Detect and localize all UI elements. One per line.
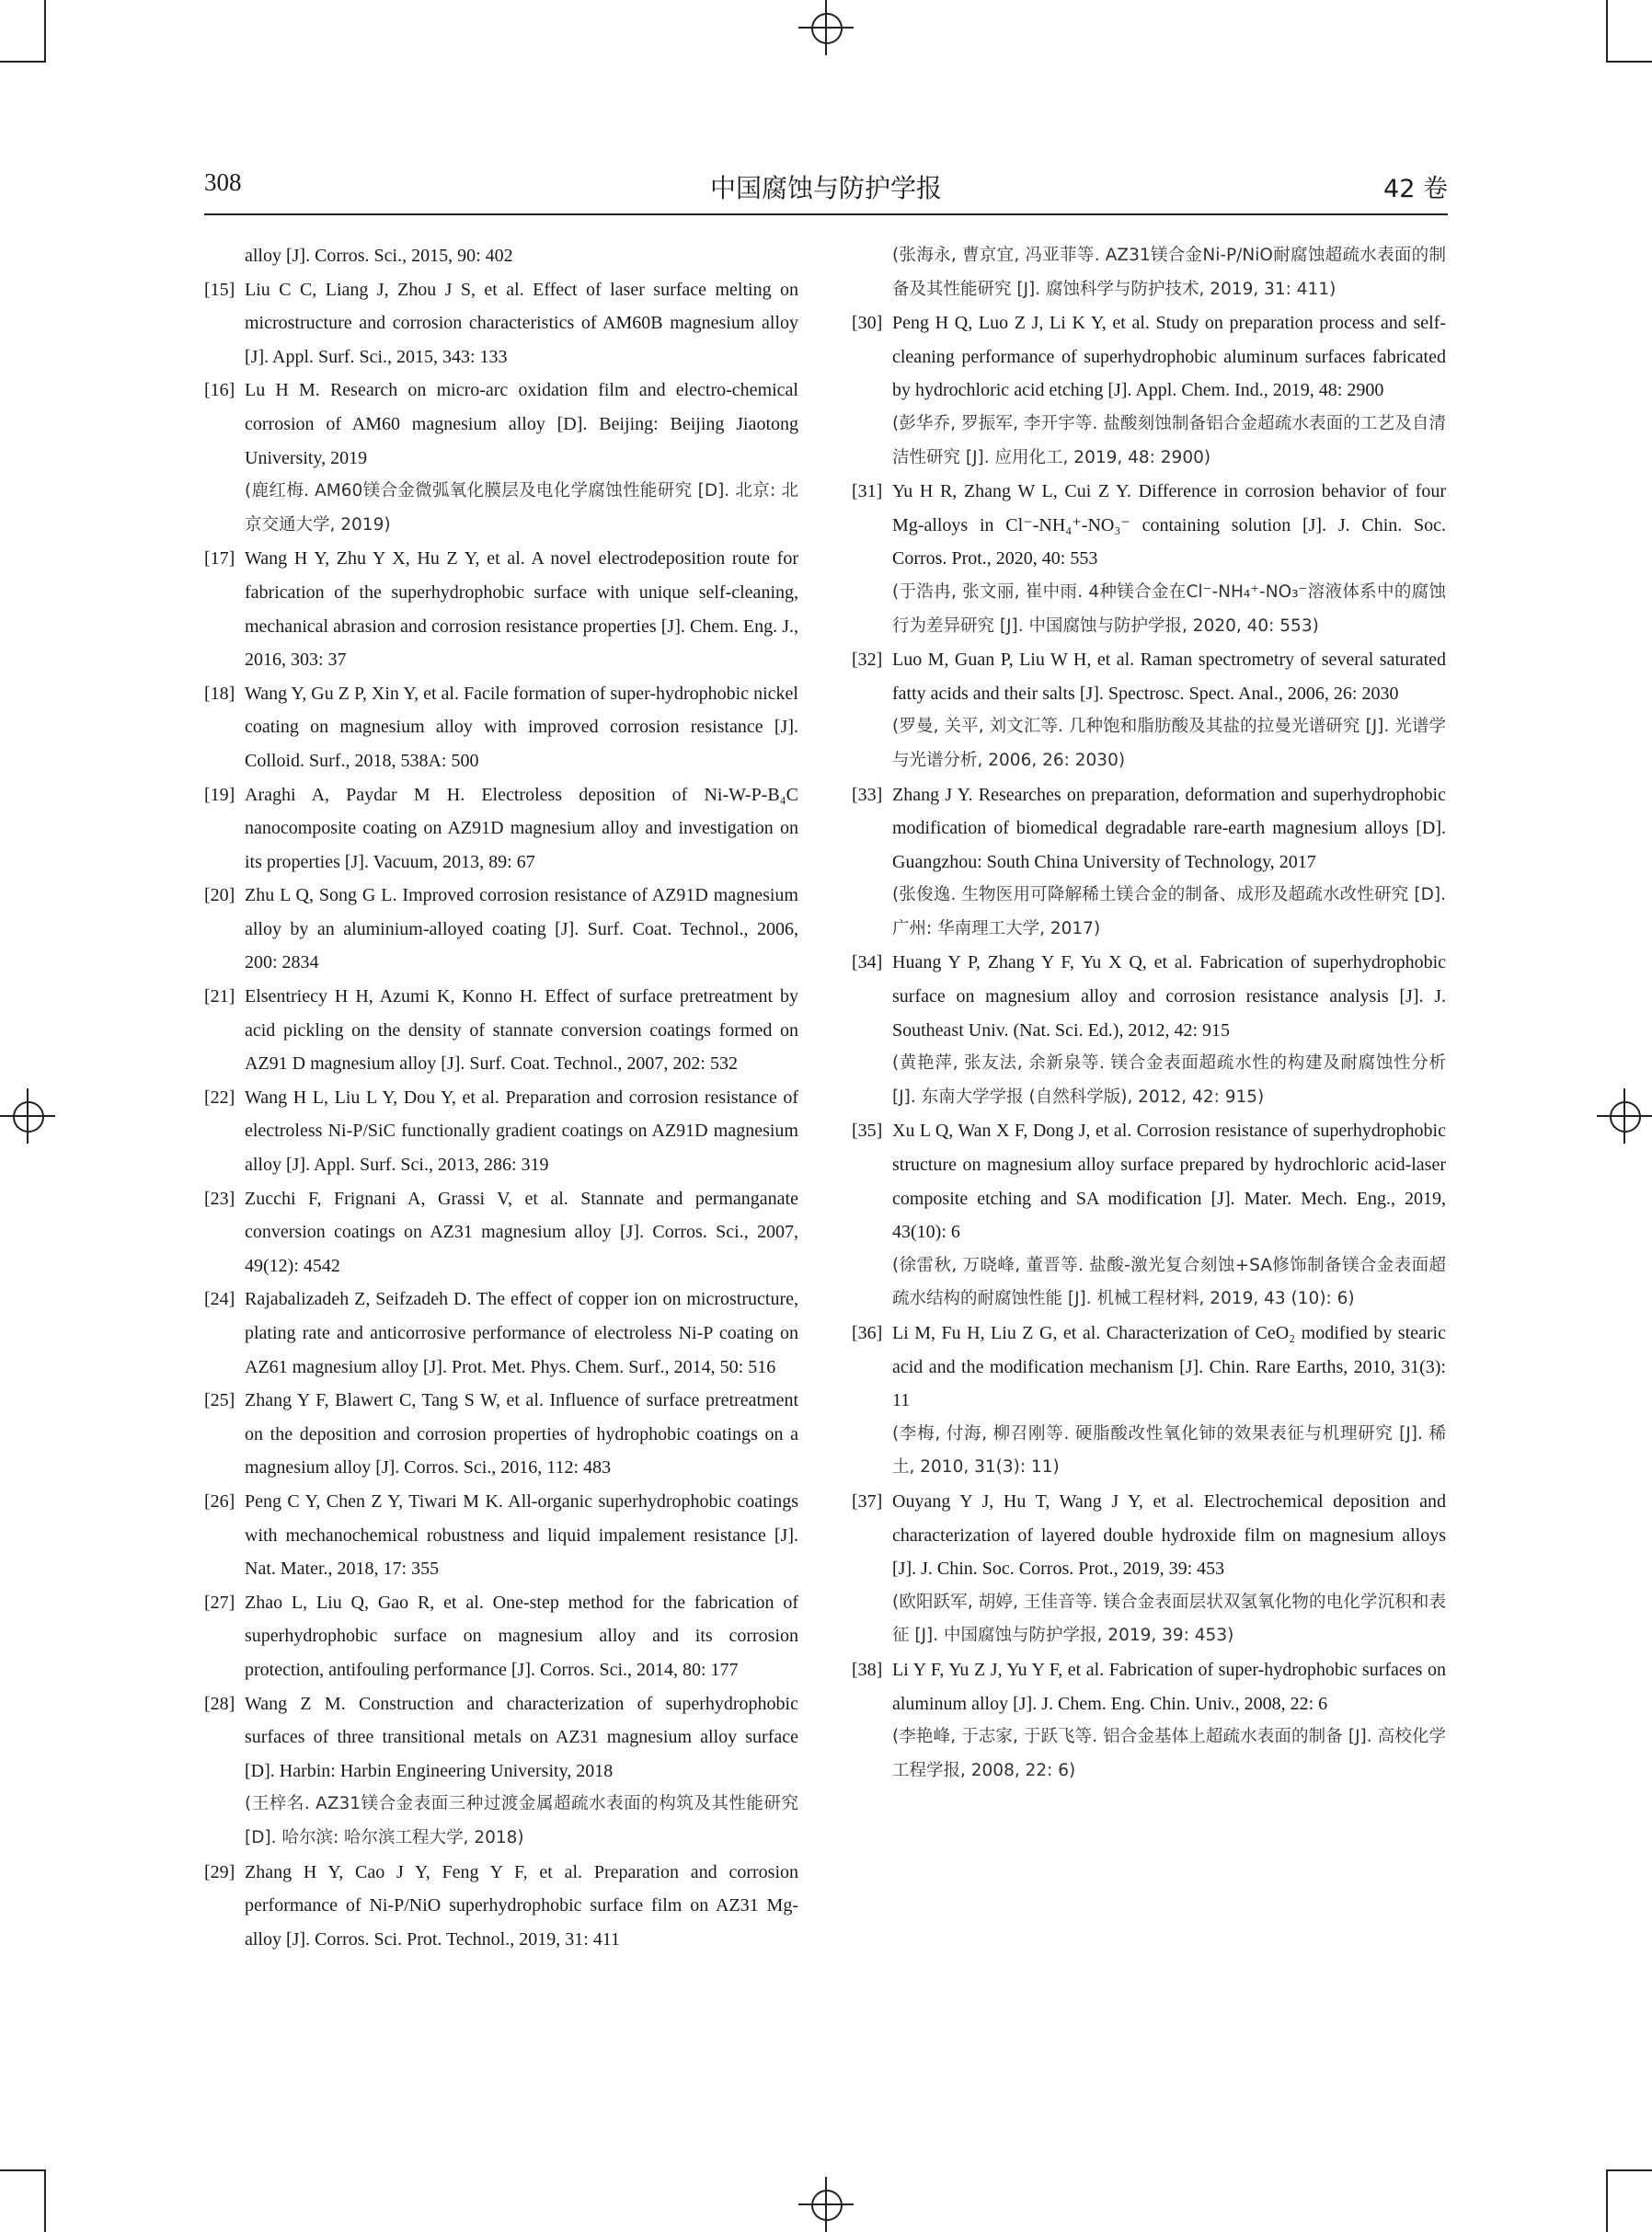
- crop-mark: [1608, 2169, 1652, 2171]
- reference-text: Zhang H Y, Cao J Y, Feng Y F, et al. Preparation and corrosion performance of Ni-P/NiO superhydrophobic surface film on AZ31 Mg-alloy [J]. Corros. Sci. Prot. Technol., 2019, 31: 411: [245, 1861, 798, 1950]
- reference-number: [37]: [852, 1490, 883, 1512]
- registration-mark-top: [798, 0, 854, 55]
- reference-number: [30]: [852, 313, 883, 334]
- crop-mark: [0, 2169, 44, 2171]
- reference-number: [23]: [204, 1188, 235, 1209]
- reference-text: Peng H Q, Luo Z J, Li K Y, et al. Study on preparation process and self-cleaning performance of superhydrophobic aluminum surfaces fabricated by hydrochloric acid etching [J]. Appl. Chem. Ind., 2019, 48: 2900: [892, 313, 1446, 401]
- registration-mark-right: [1597, 1088, 1652, 1144]
- reference-number: [20]: [204, 885, 235, 906]
- reference-text: Wang H Y, Zhu Y X, Hu Z Y, et al. A novel electrodeposition route for fabrication of the superhydrophobic surface with unique self-cleaning, mechanical abrasion and corrosion resistance properties [J]. Chem. Eng. J., 2016, 303: 37: [245, 548, 798, 671]
- reference-entry: [204, 1384, 798, 1485]
- journal-title: 中国腐蚀与防护学报: [709, 173, 942, 203]
- reference-number: [21]: [204, 986, 235, 1007]
- reference-text-chinese: (王梓名. AZ31镁合金表面三种过渡金属超疏水表面的构筑及其性能研究 [D]. 哈尔滨: 哈尔滨工程大学, 2018): [245, 1794, 798, 1847]
- reference-number: [25]: [204, 1390, 235, 1411]
- reference-entry: [204, 1856, 798, 1957]
- crop-mark: [1606, 2169, 1608, 2232]
- crop-mark: [44, 2169, 46, 2232]
- reference-entry: [852, 643, 1446, 777]
- reference-number: [24]: [204, 1289, 235, 1310]
- reference-entry: [852, 778, 1446, 947]
- reference-text: Araghi A, Paydar M H. Electroless deposition of Ni-W-P-B₄C nanocomposite coating on AZ91D magnesium alloy and investigation on its properties [J]. Vacuum, 2013, 89: 67: [245, 784, 798, 872]
- reference-text: Elsentriecy H H, Azumi K, Konno H. Effect of surface pretreatment by acid pickling on the density of stannate conversion coatings formed on AZ91 D magnesium alloy [J]. Surf. Coat. Technol., 2007, 202: 532: [245, 986, 798, 1075]
- reference-text: Wang H L, Liu L Y, Dou Y, et al. Preparation and corrosion resistance of electroless Ni-P/SiC functionally gradient coatings on AZ91D magnesium alloy [J]. Appl. Surf. Sci., 2013, 286: 319: [245, 1087, 798, 1176]
- reference-number: [16]: [204, 380, 235, 401]
- reference-entry: [852, 1317, 1446, 1485]
- reference-number: [31]: [852, 481, 883, 502]
- reference-text-chinese: (欧阳跃军, 胡婷, 王佳音等. 镁合金表面层状双氢氧化物的电化学沉积和表征 [J]. 中国腐蚀与防护学报, 2019, 39: 453): [892, 1592, 1446, 1646]
- reference-text: Zhu L Q, Song G L. Improved corrosion resistance of AZ91D magnesium alloy by an aluminium-alloyed coating [J]. Surf. Coat. Technol., 2006, 200: 2834: [245, 885, 798, 973]
- reference-entry: [204, 1081, 798, 1182]
- reference-number: [26]: [204, 1490, 235, 1512]
- reference-entry: [204, 1182, 798, 1283]
- reference-entry: [852, 1653, 1446, 1788]
- reference-text-chinese: (彭华乔, 罗振军, 李开宇等. 盐酸刻蚀制备铝合金超疏水表面的工艺及自清洁性研究 [J]. 应用化工, 2019, 48: 2900): [892, 413, 1446, 467]
- page-number: 308: [204, 168, 242, 196]
- reference-text: Huang Y P, Zhang Y F, Yu X Q, et al. Fabrication of superhydrophobic surface on magnesium alloy and corrosion resistance analysis [J]. J. Southeast Univ. (Nat. Sci. Ed.), 2012, 42: 915: [892, 952, 1446, 1041]
- reference-number: [27]: [204, 1592, 235, 1613]
- reference-entry: [204, 1586, 798, 1687]
- reference-entry: [852, 1485, 1446, 1653]
- right-column: [852, 239, 1446, 1788]
- reference-entry: [852, 1114, 1446, 1317]
- reference-number: [19]: [204, 784, 235, 805]
- reference-text: Wang Z M. Construction and characterization of superhydrophobic surfaces of three transitional metals on AZ31 magnesium alloy surface [D]. Harbin: Harbin Engineering University, 2018: [245, 1693, 798, 1781]
- reference-text-chinese: (于浩冉, 张文丽, 崔中雨. 4种镁合金在Cl⁻-NH₄⁺-NO₃⁻溶液体系中的腐蚀行为差异研究 [J]. 中国腐蚀与防护学报, 2020, 40: 553): [892, 581, 1446, 636]
- crop-mark: [0, 61, 44, 63]
- reference-entry: [204, 980, 798, 1081]
- header-rule: [204, 213, 1448, 215]
- reference-entry: [204, 542, 798, 676]
- reference-text: Yu H R, Zhang W L, Cui Z Y. Difference in corrosion behavior of four Mg-alloys in Cl⁻-NH₄⁺-NO₃⁻ containing solution [J]. J. Chin. Soc. Corros. Prot., 2020, 40: 553: [892, 481, 1446, 570]
- reference-text: Luo M, Guan P, Liu W H, et al. Raman spectrometry of several saturated fatty acids and their salts [J]. Spectrosc. Spect. Anal., 2006, 26: 2030: [892, 650, 1446, 704]
- reference-number: [17]: [204, 548, 235, 570]
- reference-text: Peng C Y, Chen Z Y, Tiwari M K. All-organic superhydrophobic coatings with mechanochemical robustness and liquid impalement resistance [J]. Nat. Mater., 2018, 17: 355: [245, 1490, 798, 1580]
- reference-entry: [204, 1283, 798, 1384]
- reference-entry: [204, 778, 798, 880]
- reference-text: Zucchi F, Frignani A, Grassi V, et al. Stannate and permanganate conversion coatings on AZ31 magnesium alloy [J]. Corros. Sci., 2007, 49(12): 4542: [245, 1188, 798, 1276]
- reference-number: [35]: [852, 1121, 883, 1142]
- reference-text: Zhao L, Liu Q, Gao R, et al. One-step method for the fabrication of superhydrophobic surface on magnesium alloy and its corrosion protection, antifouling performance [J]. Corros. Sci., 2014, 80: 177: [245, 1592, 798, 1680]
- reference-text-chinese: (张海永, 曹京宜, 冯亚菲等. AZ31镁合金Ni-P/NiO耐腐蚀超疏水表面的制备及其性能研究 [J]. 腐蚀科学与防护技术, 2019, 31: 411): [892, 246, 1446, 299]
- reference-entry: [204, 677, 798, 778]
- reference-text: Li Y F, Yu Z J, Yu Y F, et al. Fabrication of super-hydrophobic surfaces on aluminum alloy [J]. J. Chem. Eng. Chin. Univ., 2008, 22: 6: [892, 1659, 1446, 1714]
- left-column: [204, 239, 798, 1956]
- reference-text: Li M, Fu H, Liu Z G, et al. Characterization of CeO₂ modified by stearic acid and the modification mechanism [J]. Chin. Rare Earths, 2010, 31(3): 11: [892, 1323, 1446, 1411]
- reference-text: alloy [J]. Corros. Sci., 2015, 90: 402: [245, 246, 513, 266]
- reference-text: Zhang J Y. Researches on preparation, deformation and superhydrophobic modification of biomedical degradable rare-earth magnesium alloys [D]. Guangzhou: South China University of Technology, 2017: [892, 784, 1446, 872]
- reference-number: [38]: [852, 1659, 883, 1680]
- volume-label: 42 卷: [1383, 175, 1448, 203]
- reference-text: Lu H M. Research on micro-arc oxidation film and electro-chemical corrosion of AM60 magnesium alloy [D]. Beijing: Beijing Jiaotong University, 2019: [245, 380, 798, 468]
- reference-number: [32]: [852, 650, 883, 671]
- crop-mark: [1608, 61, 1652, 63]
- registration-mark-bottom: [798, 2177, 854, 2232]
- reference-text-chinese: (张俊逸. 生物医用可降解稀土镁合金的制备、成形及超疏水改性研究 [D]. 广州: 华南理工大学, 2017): [892, 885, 1446, 938]
- reference-text-chinese: (黄艳萍, 张友法, 余新泉等. 镁合金表面超疏水性的构建及耐腐蚀性分析 [J]. 东南大学学报 (自然科学版), 2012, 42: 915): [892, 1053, 1446, 1107]
- reference-text: Wang Y, Gu Z P, Xin Y, et al. Facile formation of super-hydrophobic nickel coating on magnesium alloy with improved corrosion resistance [J]. Colloid. Surf., 2018, 538A: 500: [245, 683, 798, 771]
- reference-text: Liu C C, Liang J, Zhou J S, et al. Effect of laser surface melting on microstructure and corrosion characteristics of AM60B magnesium alloy [J]. Appl. Surf. Sci., 2015, 343: 133: [245, 279, 798, 367]
- reference-number: [29]: [204, 1861, 235, 1882]
- reference-number: [28]: [204, 1693, 235, 1714]
- reference-entry: [204, 1485, 798, 1586]
- reference-text-chinese: (李梅, 付海, 柳召刚等. 硬脂酸改性氧化铈的效果表征与机理研究 [J]. 稀土, 2010, 31(3): 11): [892, 1423, 1446, 1478]
- reference-number: [34]: [852, 952, 883, 973]
- crop-mark: [44, 0, 46, 63]
- reference-text-chinese: (罗曼, 关平, 刘文汇等. 几种饱和脂肪酸及其盐的拉曼光谱研究 [J]. 光谱学与光谱分析, 2006, 26: 2030): [892, 717, 1446, 770]
- reference-entry: [852, 946, 1446, 1114]
- reference-number: [36]: [852, 1323, 883, 1343]
- reference-entry: [852, 239, 1446, 306]
- reference-entry: [852, 306, 1446, 475]
- reference-entry: [204, 879, 798, 980]
- reference-text-chinese: (鹿红梅. AM60镁合金微弧氧化膜层及电化学腐蚀性能研究 [D]. 北京: 北京交通大学, 2019): [245, 481, 798, 535]
- page-header: [204, 168, 1448, 207]
- reference-text: Ouyang Y J, Hu T, Wang J Y, et al. Electrochemical deposition and characterization of layered double hydroxide film on magnesium alloys [J]. J. Chin. Soc. Corros. Prot., 2019, 39: 453: [892, 1490, 1446, 1580]
- reference-text-chinese: (李艳峰, 于志家, 于跃飞等. 铝合金基体上超疏水表面的制备 [J]. 高校化学工程学报, 2008, 22: 6): [892, 1727, 1446, 1780]
- reference-entry: [204, 1687, 798, 1856]
- registration-mark-left: [0, 1088, 55, 1144]
- reference-text: Rajabalizadeh Z, Seifzadeh D. The effect of copper ion on microstructure, plating rate and anticorrosive performance of electroless Ni-P coating on AZ61 magnesium alloy [J]. Prot. Met. Phys. Chem. Surf., 2014, 50: 516: [245, 1289, 798, 1377]
- reference-entry: [852, 475, 1446, 643]
- reference-text: Zhang Y F, Blawert C, Tang S W, et al. Influence of surface pretreatment on the deposition and corrosion properties of hydrophobic coatings on a magnesium alloy [J]. Corros. Sci., 2016, 112: 483: [245, 1390, 798, 1478]
- reference-number: [15]: [204, 279, 235, 300]
- reference-text-chinese: (徐雷秋, 万晓峰, 董晋等. 盐酸-激光复合刻蚀+SA修饰制备镁合金表面超疏水结构的耐腐蚀性能 [J]. 机械工程材料, 2019, 43 (10): 6): [892, 1255, 1446, 1309]
- crop-mark: [1606, 0, 1608, 63]
- reference-number: [22]: [204, 1087, 235, 1108]
- reference-entry: [204, 374, 798, 542]
- reference-entry: [204, 239, 798, 273]
- reference-text: Xu L Q, Wan X F, Dong J, et al. Corrosion resistance of superhydrophobic structure on magnesium alloy surface prepared by hydrochloric acid-laser composite etching and SA modification [J]. Mater. Mech. Eng., 2019, 43(10): 6: [892, 1121, 1446, 1243]
- reference-number: [18]: [204, 683, 235, 704]
- reference-number: [33]: [852, 784, 883, 805]
- reference-entry: [204, 273, 798, 374]
